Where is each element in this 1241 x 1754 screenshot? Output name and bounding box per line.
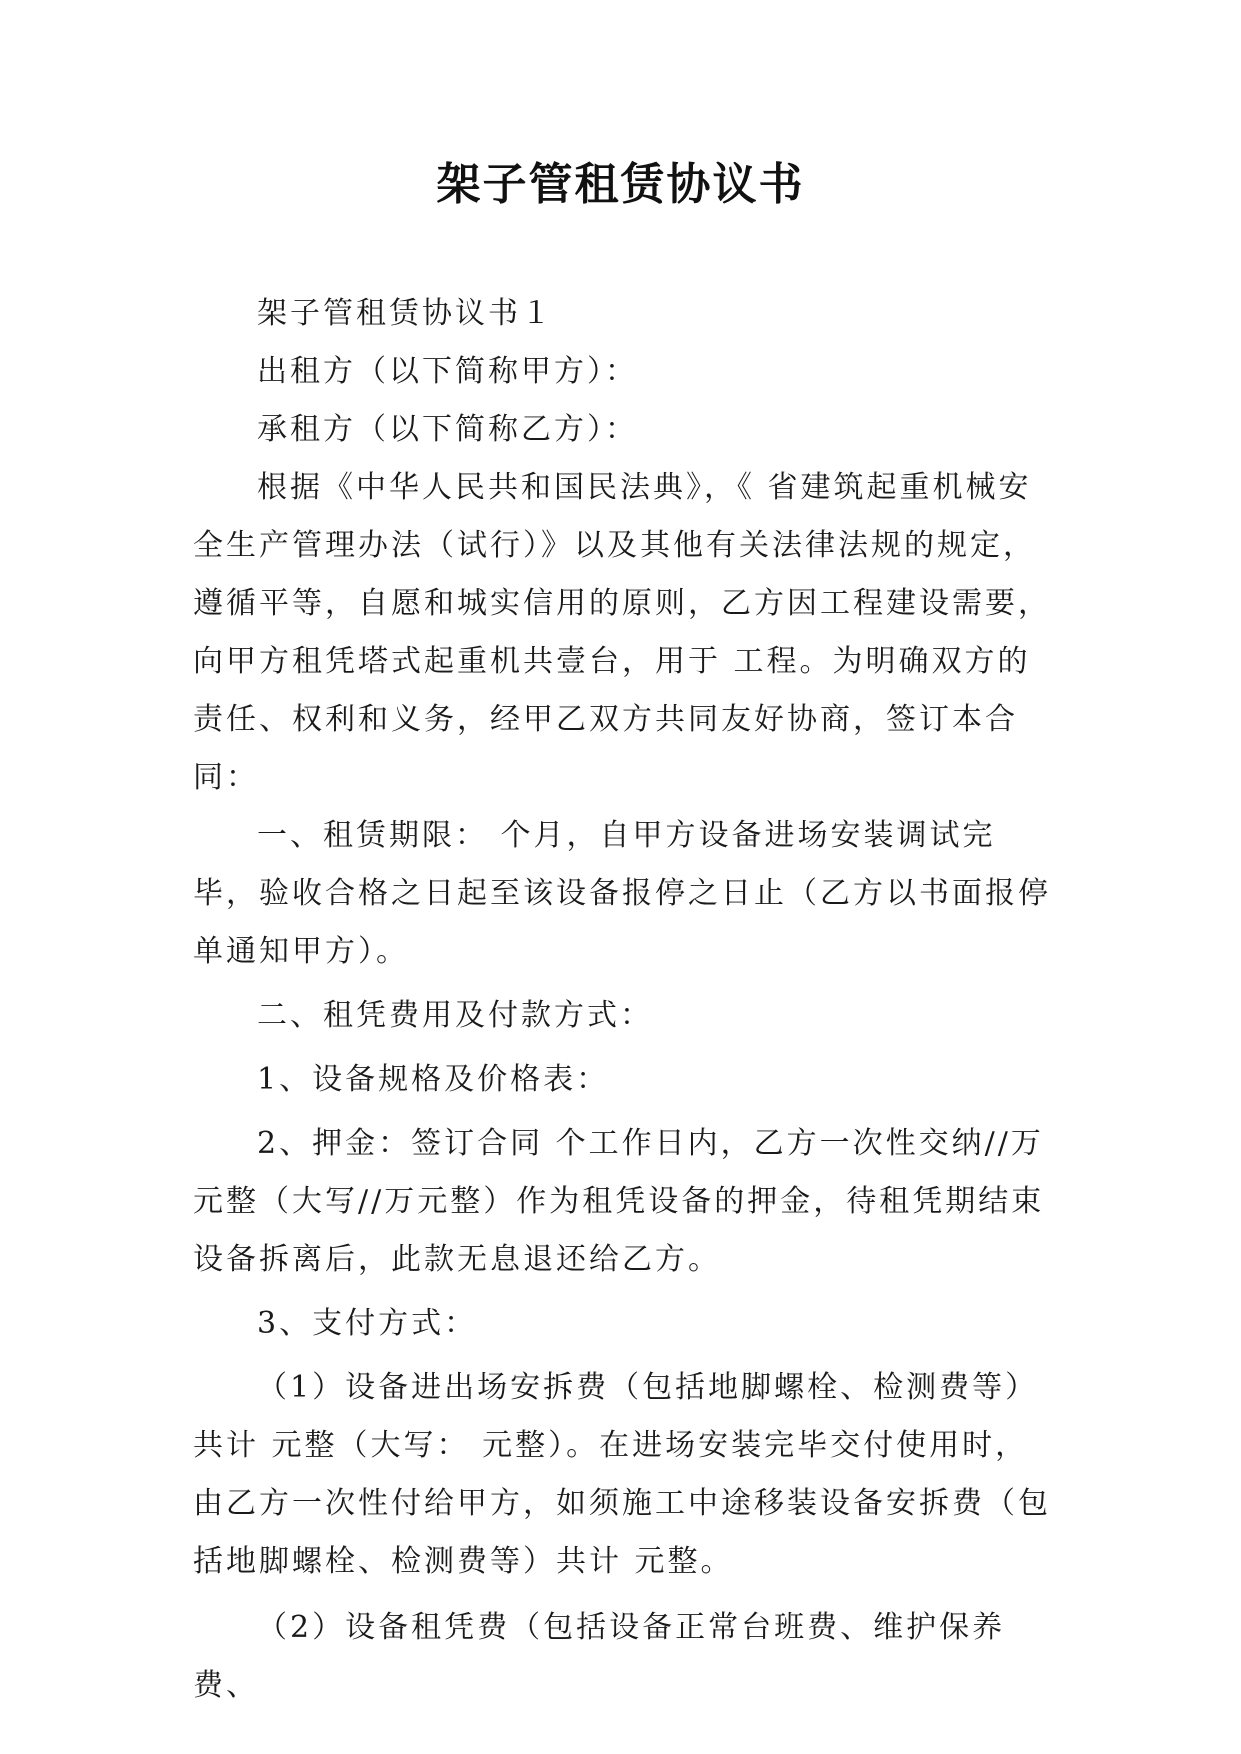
subtitle-line: 架子管租赁协议书１ [257, 296, 554, 331]
clause-payment-method: 3、支付方式： [257, 1306, 478, 1341]
document-body [193, 285, 1053, 1715]
preamble-paragraph: 根据《中华人民共和国民法典》，《 省建筑起重机械安全生产管理办法（试行）》以及其他有关法律法规的规定，遵循平等，自愿和城实信用的原则，乙方因工程建设需要，向甲方租凭塔式起重机共壹台，用于 工程。为明确双方的责任、权利和义务，经甲乙双方共同友好协商，签订本合同： [193, 470, 1051, 795]
lessor-line: 出租方（以下简称甲方）： [257, 354, 638, 389]
clause-lease-term: 一、租赁期限： 个月，自甲方设备进场安装调试完毕，验收合格之日起至该设备报停之日止（乙方以书面报停单通知甲方）。 [193, 818, 1051, 969]
clause-rental-fee: （2）设备租凭费（包括设备正常台班费、维护保养费、 [193, 1610, 1006, 1703]
document-title: 架子管租赁协议书 [436, 159, 805, 210]
clause-install-fee: （1）设备进出场安拆费（包括地脚螺栓、检测费等）共计 元整（大写： 元整）。在进场安装完毕交付使用时，由乙方一次性付给甲方，如须施工中途移装设备安拆费（包括地脚螺栓、检测费等）共计 元整。 [193, 1370, 1051, 1579]
clause-deposit: 2、押金：签订合同 个工作日内，乙方一次性交纳//万元整（大写//万元整）作为租凭设备的押金，待租凭期结束设备拆离后，此款无息退还给乙方。 [193, 1126, 1045, 1277]
clause-fees-heading: 二、租凭费用及付款方式： [257, 998, 653, 1033]
lessee-line: 承租方（以下简称乙方）： [257, 412, 638, 447]
clause-price-table: 1、设备规格及价格表： [257, 1062, 610, 1097]
